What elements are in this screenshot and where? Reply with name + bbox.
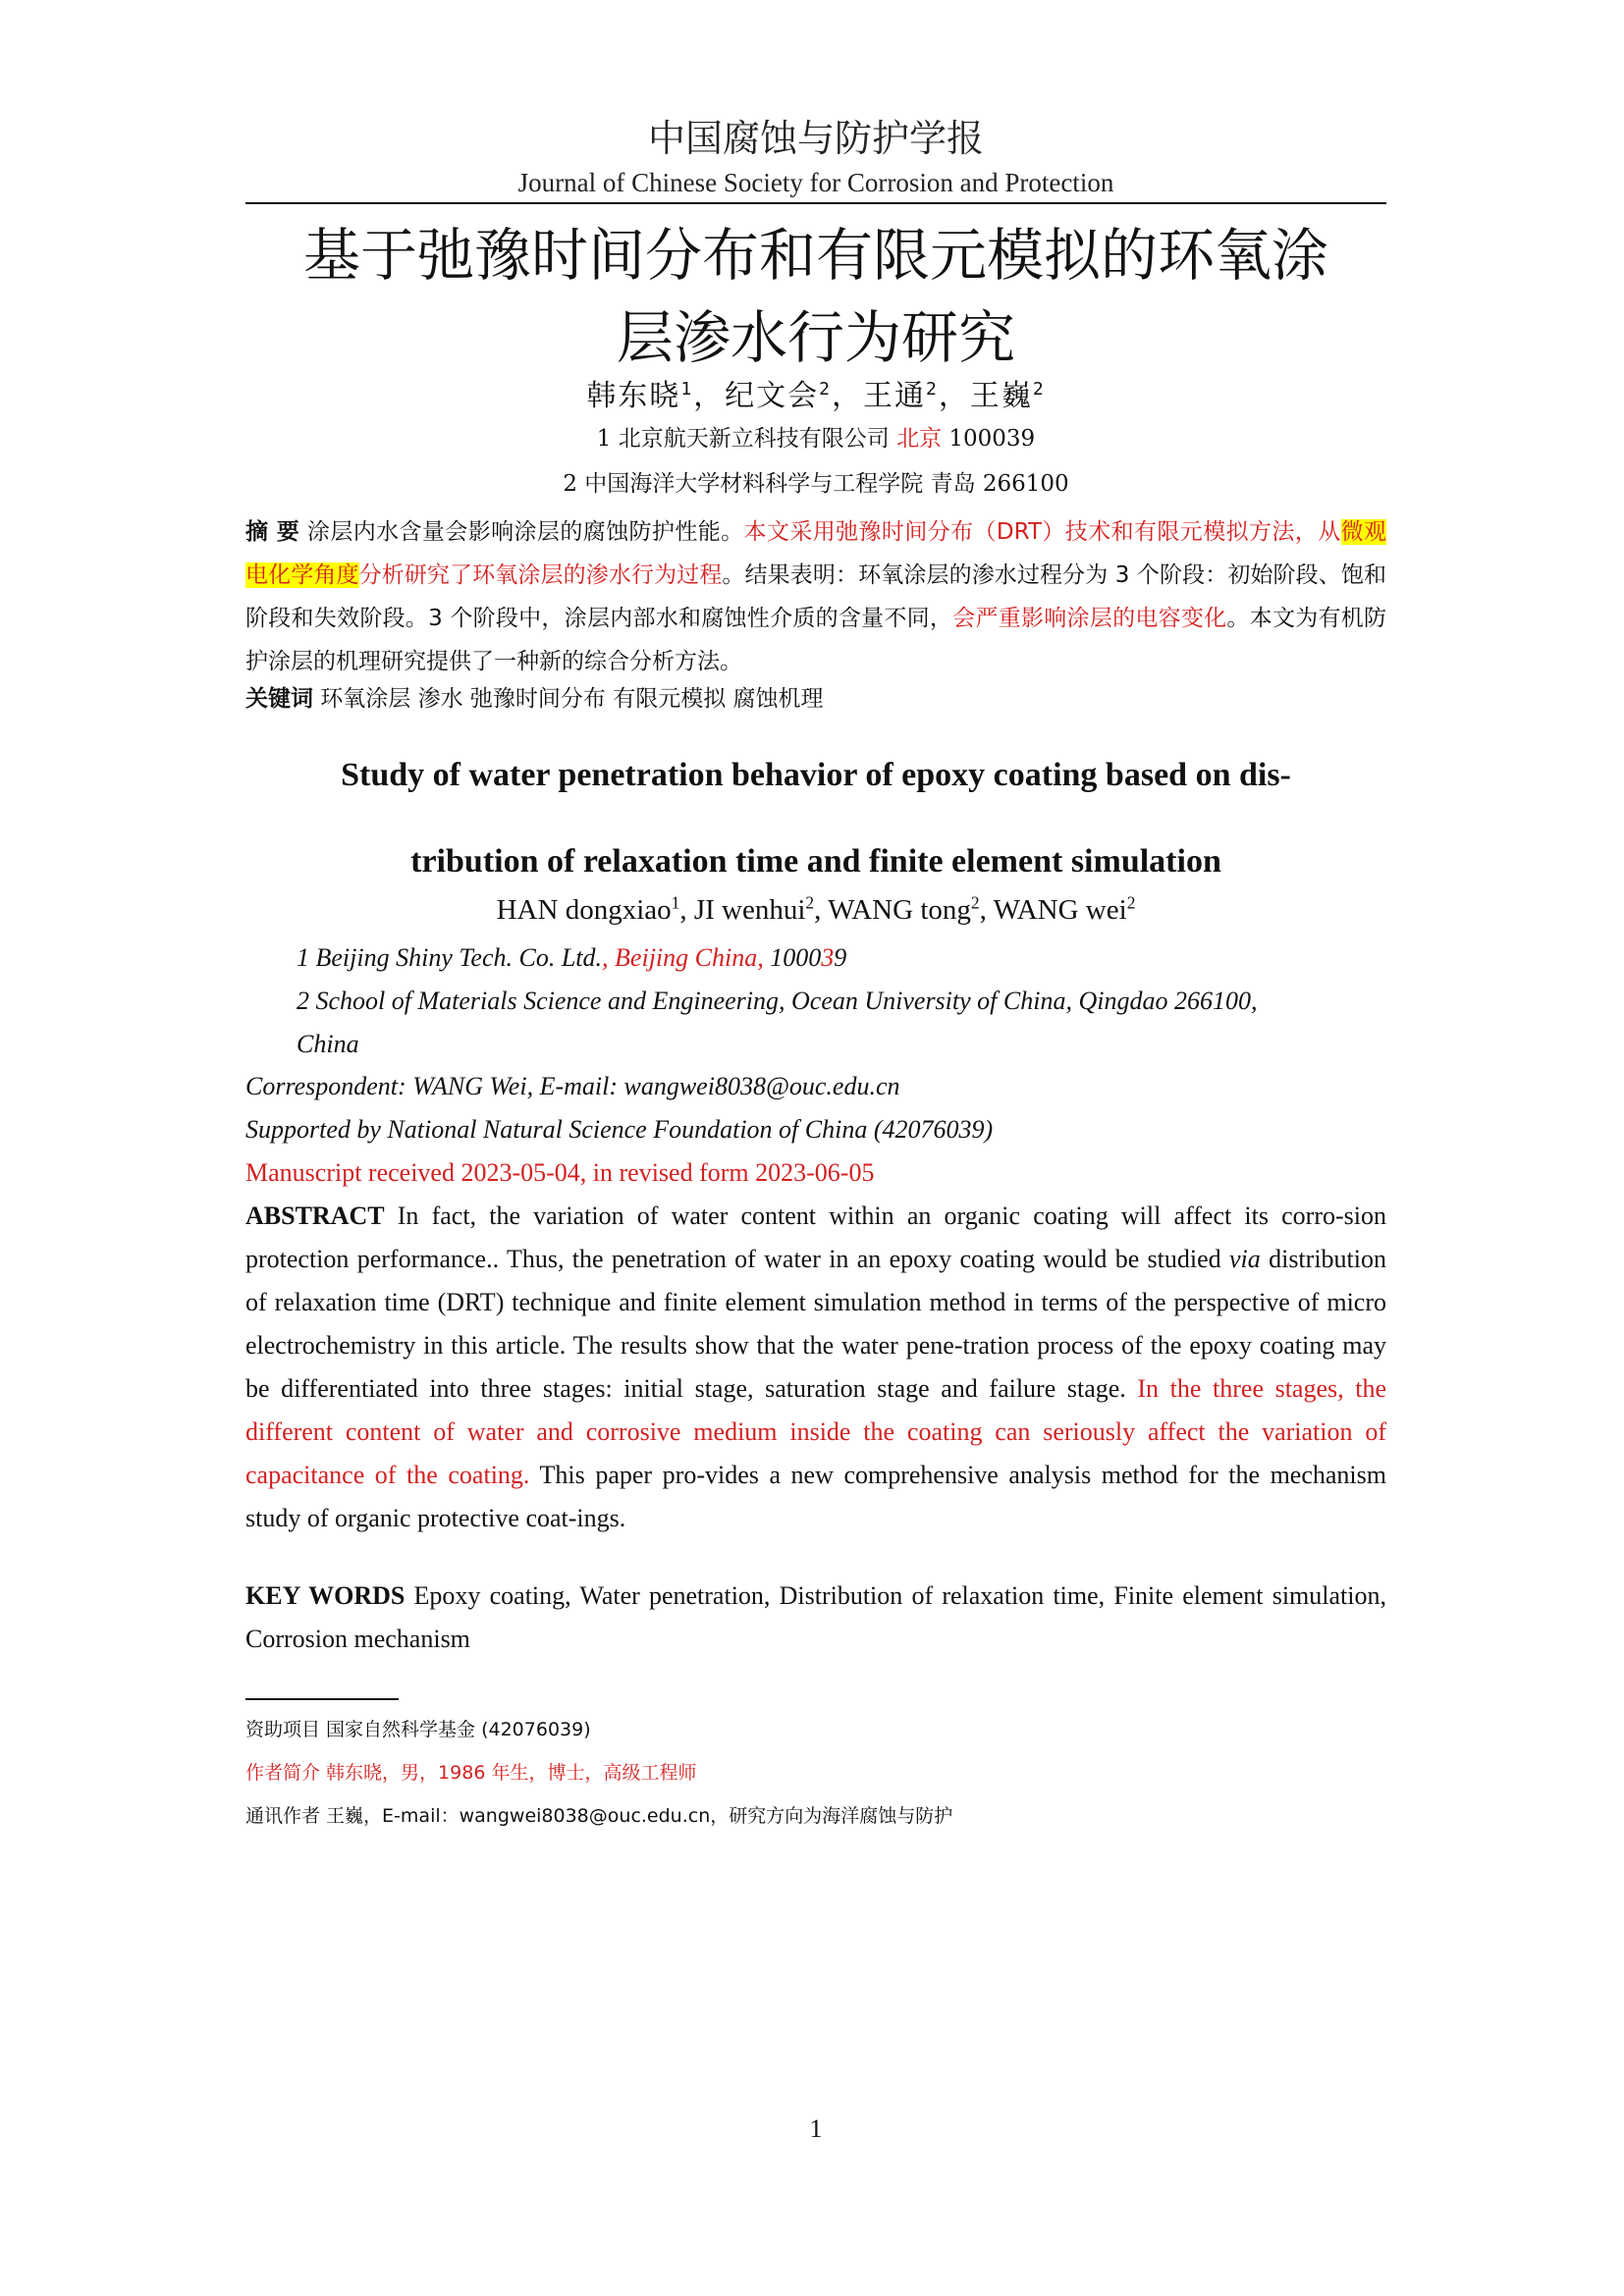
- footnote-author: [245, 1759, 1386, 1787]
- author-list-cn: [245, 377, 1386, 416]
- author-name: , WANG wei: [979, 894, 1127, 926]
- author-affil-mark: 2: [926, 379, 939, 400]
- keywords-cn: [245, 681, 1386, 717]
- footnote-label: 资助项目: [245, 1719, 321, 1740]
- abstract-en-text: This paper pro-vides a new comprehensive analysis method for the mechanism study of organic protective coat-ings.: [245, 1461, 1386, 1532]
- paper-title-en-line1: Study of water penetration behavior of epoxy coating based on dis-: [341, 757, 1291, 793]
- keywords-en: [245, 1575, 1386, 1661]
- header-divider: [245, 202, 1386, 204]
- author-affil-mark: 1: [680, 379, 694, 400]
- abstract-en-italic: via: [1229, 1245, 1261, 1273]
- journal-title-en: Journal of Chinese Society for Corrosion and Protection: [517, 168, 1114, 197]
- affiliation-en-2-line2: China: [297, 1030, 359, 1058]
- keywords-en-label: KEY WORDS: [245, 1581, 406, 1610]
- footnote-funding: [245, 1716, 1386, 1743]
- affiliation-postcode: 9: [834, 943, 847, 972]
- author-separator: ，: [938, 379, 970, 413]
- abstract-cn-red-text: 本文采用弛豫时间分布（DRT）技术和有限元模拟方法，从: [743, 519, 1341, 545]
- footnote-text: 王巍，E-mail：wangwei8038@ouc.edu.cn，研究方向为海洋腐蚀与防护: [320, 1805, 953, 1827]
- affiliation-city: , Beijing China,: [602, 943, 764, 972]
- author-affil-mark: 1: [671, 892, 680, 913]
- author-name: 王巍: [969, 379, 1033, 413]
- abstract-en-label: ABSTRACT: [245, 1201, 385, 1230]
- footnote-text: 国家自然科学基金 (42076039): [320, 1719, 591, 1740]
- paper-title-en-line2: tribution of relaxation time and finite element simulation: [410, 843, 1221, 880]
- journal-title-cn: 中国腐蚀与防护学报: [647, 117, 984, 160]
- author-affil-mark: 2: [1126, 892, 1136, 913]
- abstract-en: [245, 1195, 1386, 1540]
- abstract-cn-text: 。: [722, 562, 745, 588]
- affiliation-en-2-line1: 2 School of Materials Science and Engineering, Ocean University of China, Qingdao 266100,: [297, 987, 1258, 1015]
- author-separator: ，: [693, 379, 726, 413]
- affiliation-cn-1: [245, 424, 1386, 454]
- affiliation-en-1: [297, 936, 1386, 980]
- affiliation-postcode-mark: 3: [821, 943, 835, 972]
- affiliation-en-2: [297, 980, 1386, 1066]
- abstract-en-text: distribution of relaxation time (DRT) technique and finite element simulation method in terms of the perspective of micro electrochemistry in this article. The results show that the water pene-tration process of the epoxy coating may be differentiated into three stages: initial stage, saturation stage and failure stage.: [245, 1245, 1386, 1403]
- abstract-cn-text: 结果表明：环氧涂层的渗水过程分为 3 个阶段：初始阶段、饱和阶段和失效阶段。3 个阶段中，涂层内部水和腐蚀性介质的含量不同，: [245, 562, 1387, 631]
- author-separator: ，: [832, 379, 863, 413]
- abstract-cn-label: 摘 要: [245, 519, 300, 545]
- abstract-en-red-text: In the three stages, the different content of water and corrosive medium inside the coating can seriously affect the variation of capacitance of the coating.: [245, 1374, 1387, 1489]
- footnote-text: 韩东晓，男，1986 年生，博士，高级工程师: [320, 1762, 697, 1784]
- page-number: 1: [809, 2114, 823, 2143]
- abstract-en-text: In fact, the variation of water content within an organic coating will affect its corro-sion protection performance.. Thus, the penetration of water in an epoxy coating would be studied: [245, 1201, 1386, 1273]
- author-affil-mark: 2: [805, 892, 815, 913]
- author-list-en: [245, 891, 1386, 929]
- author-name: 纪文会: [725, 379, 820, 413]
- abstract-cn-text: 。本文为有机防护涂层的机理研究提供了一种新的综合分析方法。: [245, 606, 1387, 674]
- author-name: , JI wenhui: [679, 894, 806, 926]
- author-name: HAN dongxiao: [496, 894, 672, 926]
- abstract-cn-highlight: 微观电化学角度: [245, 519, 1387, 588]
- keywords-cn-label: 关键词: [245, 686, 313, 712]
- author-name: 王通: [863, 379, 926, 413]
- paper-title-cn-line1: 基于弛豫时间分布和有限元模拟的环氧涂: [302, 222, 1328, 289]
- abstract-cn-red-text: 会严重影响涂层的电容变化: [952, 606, 1227, 631]
- correspondent-line: Correspondent: WANG Wei, E-mail: wangwei8038@ouc.edu.cn: [245, 1072, 900, 1100]
- author-name: , WANG tong: [814, 894, 971, 926]
- affiliation-cn-2: 2 中国海洋大学材料科学与工程学院 青岛 266100: [563, 471, 1069, 497]
- affiliation-postcode: 100039: [942, 426, 1036, 452]
- affiliation-city: 北京: [896, 426, 943, 452]
- footnote-label: 作者简介: [245, 1762, 321, 1784]
- manuscript-received-line: Manuscript received 2023-05-04, in revised form 2023-06-05: [245, 1158, 875, 1187]
- author-name: 韩东晓: [586, 379, 681, 413]
- footnote-divider: [245, 1698, 399, 1700]
- affiliation-postcode: 1000: [763, 943, 822, 972]
- abstract-cn-text: 涂层内水含量会影响涂层的腐蚀防护性能。: [299, 519, 744, 545]
- supported-by-line: Supported by National Natural Science Foundation of China (42076039): [245, 1115, 994, 1144]
- paper-title-cn-line2: 层渗水行为研究: [616, 304, 1015, 371]
- paper-title-en: [245, 732, 1386, 905]
- keywords-cn-items: 环氧涂层 渗水 弛豫时间分布 有限元模拟 腐蚀机理: [313, 686, 824, 712]
- abstract-cn: [245, 510, 1386, 683]
- footnote-label: 通讯作者: [245, 1805, 321, 1827]
- affiliation-text: 1 Beijing Shiny Tech. Co. Ltd.: [297, 943, 603, 972]
- author-affil-mark: 2: [1032, 379, 1046, 400]
- footnote-contact: [245, 1802, 1386, 1830]
- abstract-cn-red-text: 分析研究了环氧涂层的渗水行为过程: [358, 562, 723, 588]
- affiliation-text: 1 北京航天新立科技有限公司: [596, 426, 897, 452]
- author-affil-mark: 2: [970, 892, 980, 913]
- author-affil-mark: 2: [819, 379, 832, 400]
- paper-title-cn: [245, 214, 1386, 379]
- keywords-en-items: Epoxy coating, Water penetration, Distribution of relaxation time, Finite element simulation, Corrosion mechanism: [245, 1581, 1386, 1653]
